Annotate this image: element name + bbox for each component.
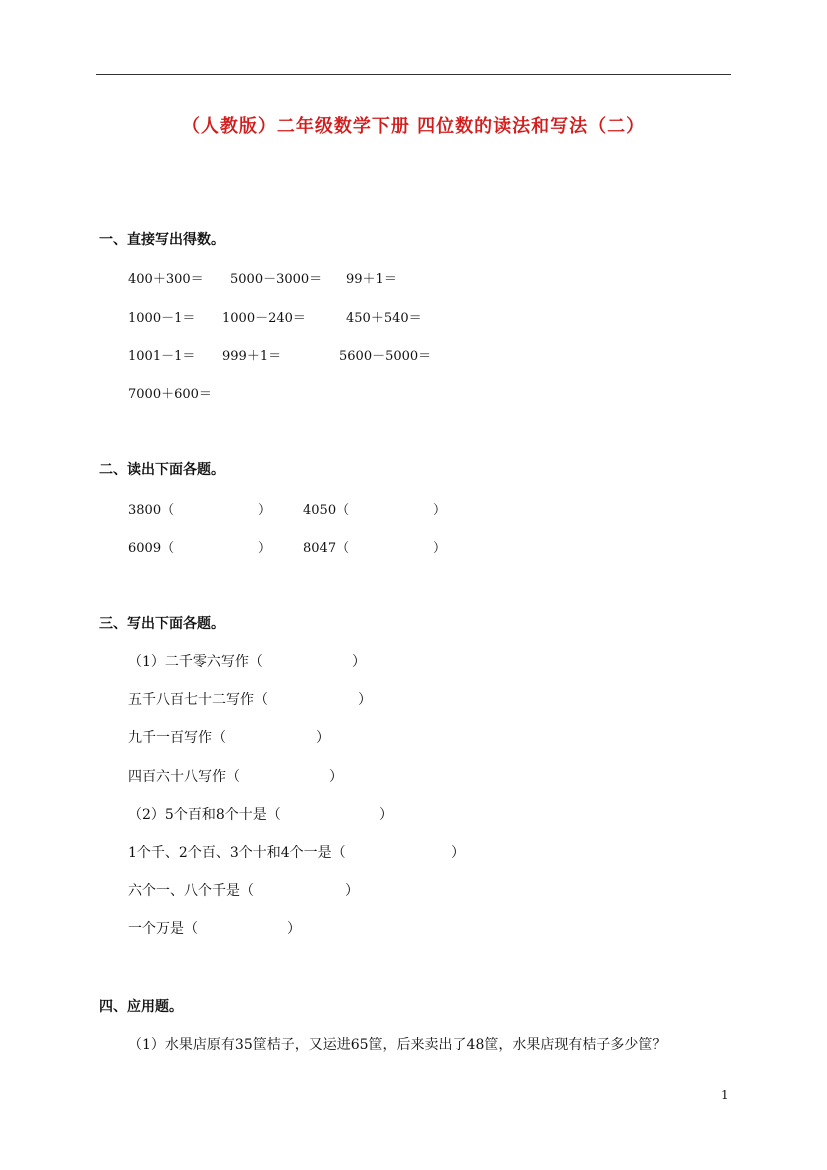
close-paren: ）	[258, 541, 272, 556]
section-2-heading: 二、读出下面各题。	[99, 462, 225, 478]
section-1-heading: 一、直接写出得数。	[99, 232, 225, 248]
write-item: 九千一百写作（	[128, 730, 226, 746]
write-item: 四百六十八写作（	[128, 769, 240, 785]
read-number: 3800	[128, 503, 162, 518]
open-paren: （	[161, 503, 175, 518]
read-item	[128, 537, 174, 556]
header-rule	[96, 74, 731, 75]
write-item: （2）5个百和8个十是（	[128, 807, 281, 823]
open-paren: （	[336, 541, 350, 556]
open-paren: （	[161, 541, 175, 556]
write-item: 六个一、八个千是（	[128, 883, 254, 899]
read-number: 4050	[303, 503, 337, 518]
section-3-heading: 三、写出下面各题。	[99, 616, 225, 632]
calc-item: 5000－3000＝	[230, 272, 323, 287]
read-item	[303, 537, 349, 556]
read-number: 8047	[303, 541, 337, 556]
close-paren: ）	[316, 730, 330, 746]
word-problem-1: （1）水果店原有35筐桔子，又运进65筐，后来卖出了48筐，水果店现有桔子多少筐？	[128, 1037, 667, 1053]
close-paren: ）	[345, 883, 359, 899]
calc-item: 7000＋600＝	[128, 387, 212, 402]
open-paren: （	[336, 503, 350, 518]
close-paren: ）	[358, 692, 372, 708]
calc-item: 1001－1＝	[128, 349, 196, 364]
write-item: 五千八百七十二写作（	[128, 692, 268, 708]
calc-item: 999＋1＝	[222, 349, 282, 364]
write-item: （1）二千零六写作（	[128, 654, 263, 670]
close-paren: ）	[433, 503, 447, 518]
calc-item: 99＋1＝	[346, 272, 397, 287]
write-item: 一个万是（	[128, 921, 198, 937]
calc-item: 450＋540＝	[346, 311, 422, 326]
read-item	[303, 499, 349, 518]
page-number: 1	[721, 1088, 729, 1102]
calc-item: 1000－240＝	[222, 311, 306, 326]
page-title: （人教版）二年级数学下册 四位数的读法和写法（二）	[181, 116, 646, 137]
calc-item: 1000－1＝	[128, 311, 196, 326]
section-4-heading: 四、应用题。	[99, 999, 183, 1015]
close-paren: ）	[287, 921, 301, 937]
close-paren: ）	[352, 654, 366, 670]
close-paren: ）	[379, 807, 393, 823]
calc-item: 5600－5000＝	[339, 349, 432, 364]
read-number: 6009	[128, 541, 162, 556]
read-item	[128, 499, 174, 518]
close-paren: ）	[433, 541, 447, 556]
write-item: 1个千、2个百、3个十和4个一是（	[128, 845, 346, 861]
calc-item: 400＋300＝	[128, 272, 204, 287]
close-paren: ）	[329, 769, 343, 785]
close-paren: ）	[451, 845, 465, 861]
close-paren: ）	[258, 503, 272, 518]
